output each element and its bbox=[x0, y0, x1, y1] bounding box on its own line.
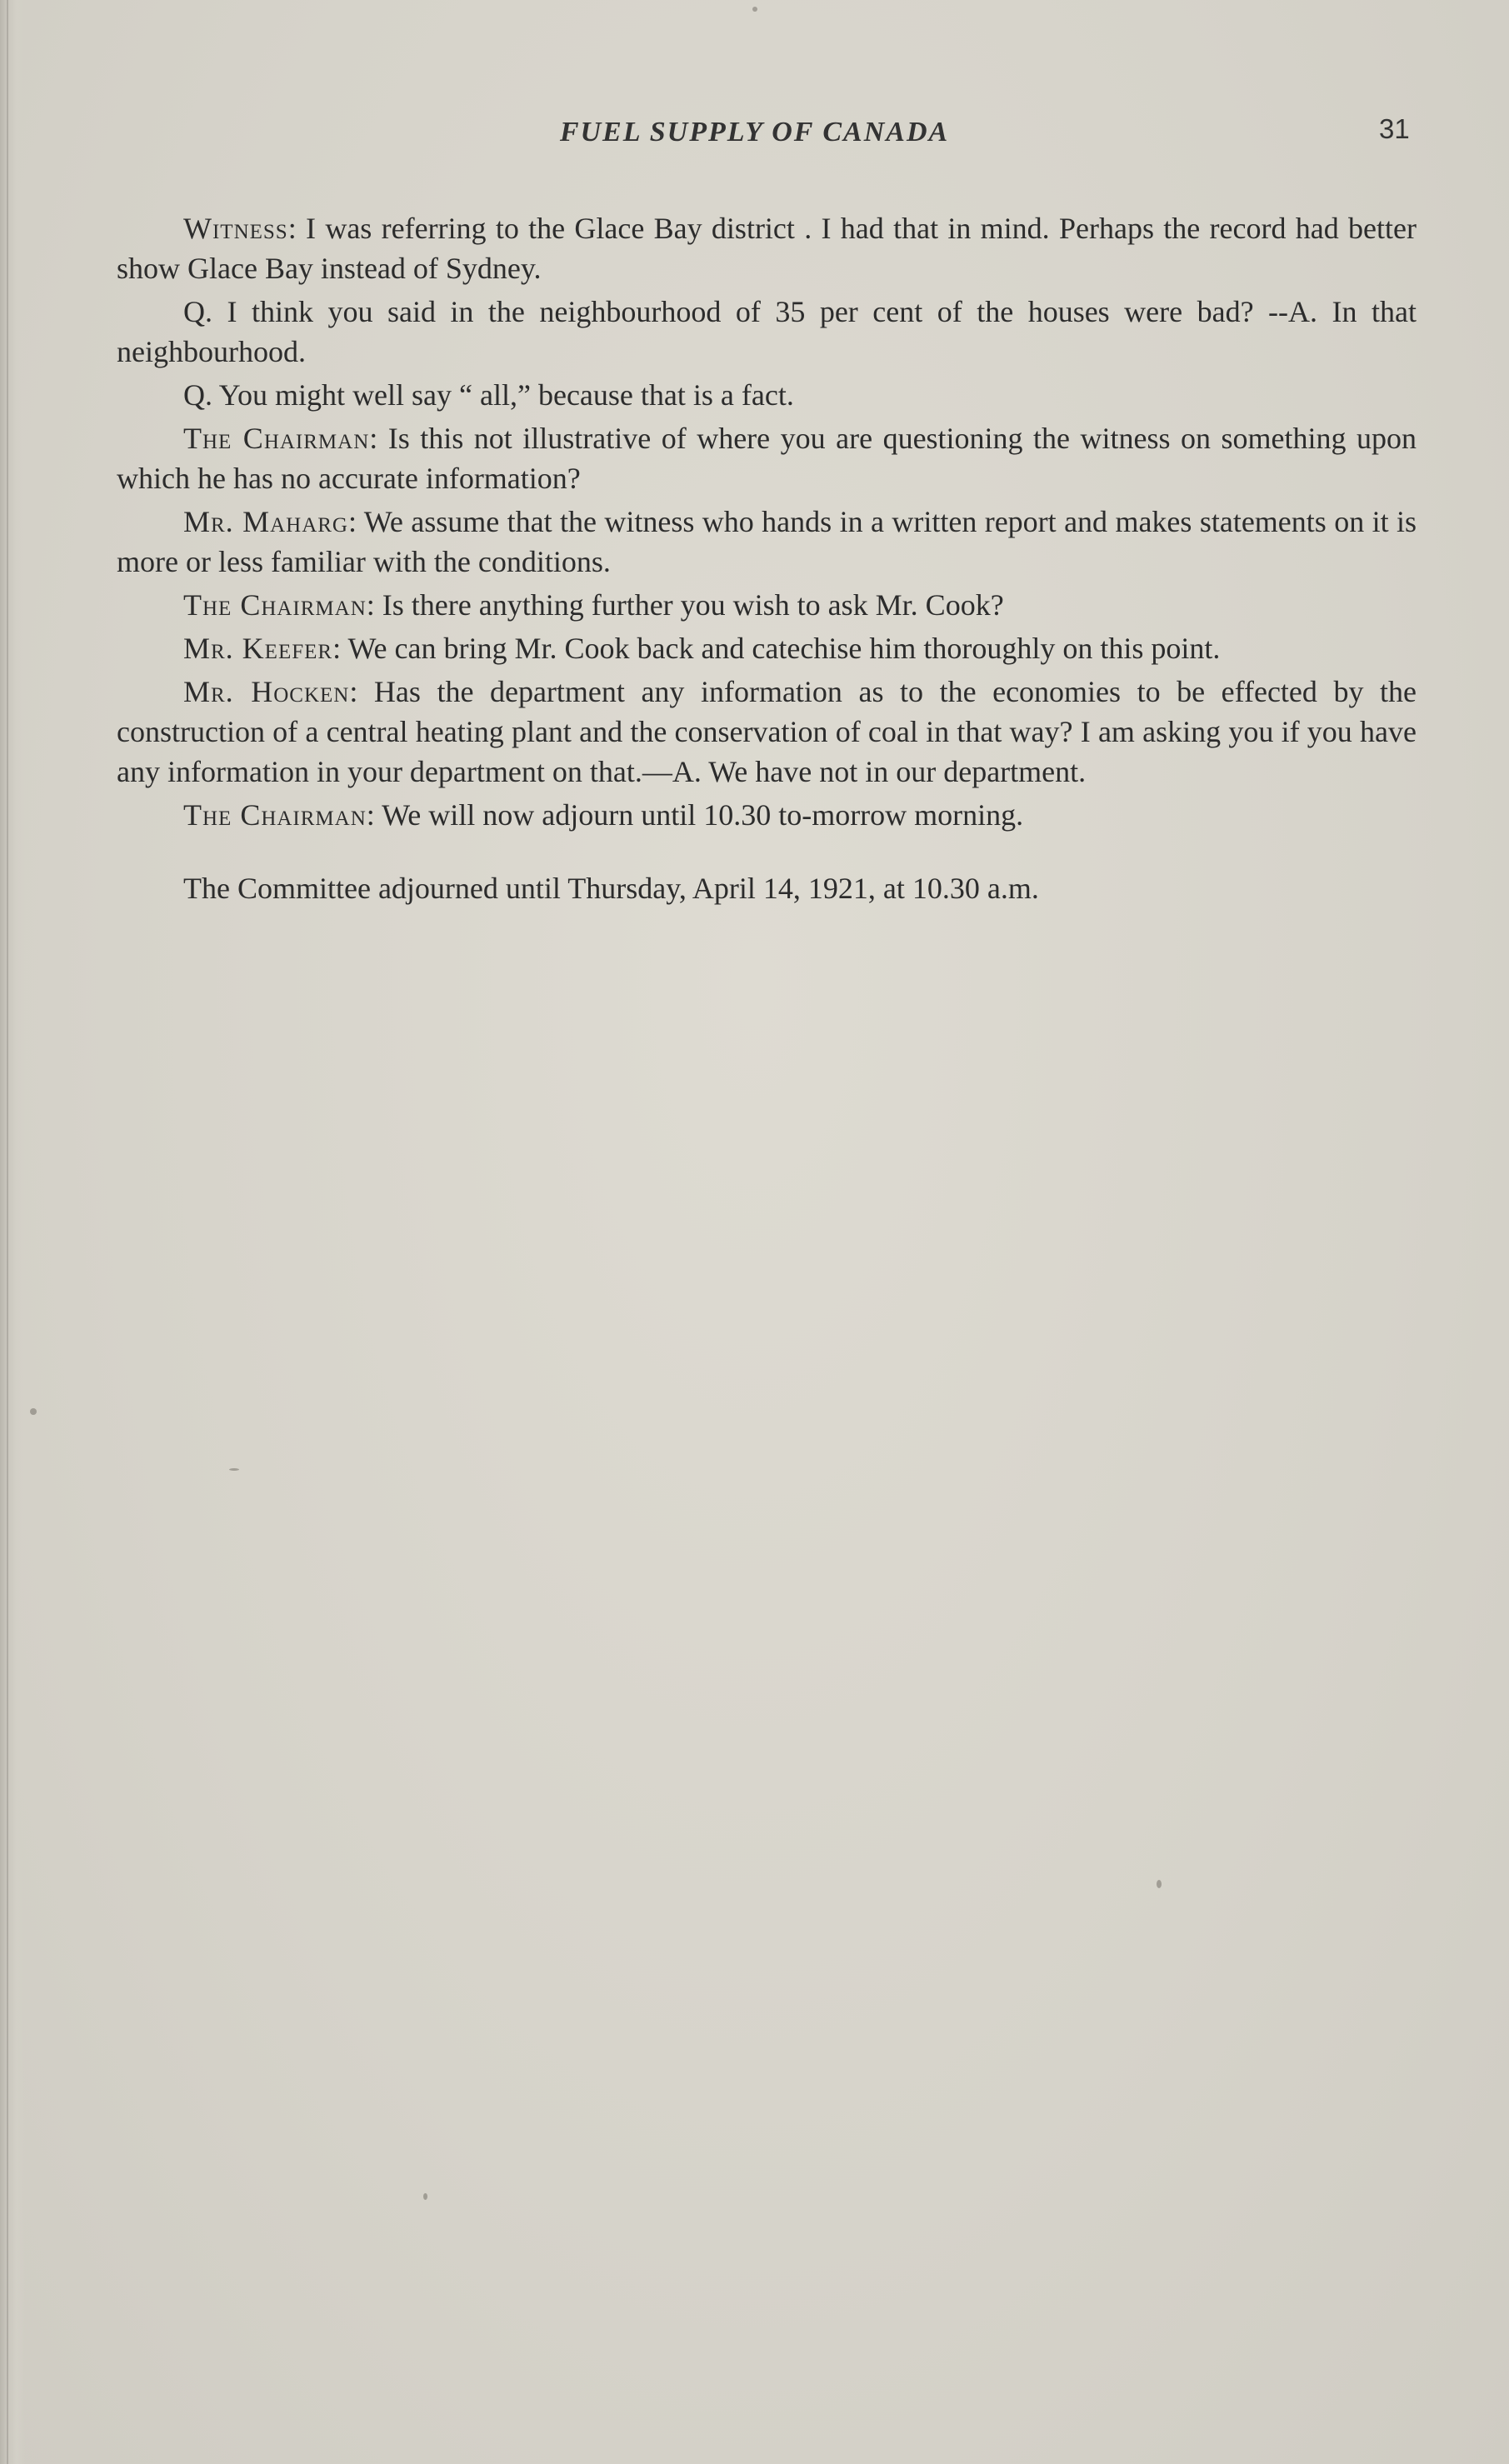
paragraph-text: We can bring Mr. Cook back and catechise him thoroughly on this point. bbox=[341, 632, 1221, 665]
paragraph-text: Has the department any information as to the economies to be effected by the construction of a central heating plant and the conservation of coal in that way? I am asking you if you have any information in your department on that.—A. We have not in our department. bbox=[117, 675, 1417, 788]
paragraph-question-2 bbox=[117, 375, 1417, 415]
paragraph-maharg bbox=[117, 502, 1417, 582]
speaker-colon: : bbox=[349, 675, 358, 708]
speaker-name: Witness bbox=[183, 212, 288, 245]
running-head: FUEL SUPPLY OF CANADA bbox=[559, 117, 950, 147]
speaker-colon: : bbox=[332, 632, 342, 665]
paragraph-text: I was referring to the Glace Bay district . I had that in mind. Perhaps the record had better show Glace Bay instead of Sydney. bbox=[117, 212, 1417, 285]
speaker-name: Mr. Keefer bbox=[183, 632, 333, 665]
page-header bbox=[0, 113, 1509, 157]
speaker-colon: : bbox=[366, 588, 375, 622]
paragraph-question-1 bbox=[117, 292, 1417, 372]
paragraph-text: We will now adjourn until 10.30 to-morrow morning. bbox=[374, 798, 1024, 832]
paper-speck bbox=[229, 1468, 239, 1471]
speaker-name: The Chairman bbox=[183, 588, 367, 622]
transcript-body bbox=[117, 208, 1417, 912]
paragraph-chairman-1 bbox=[117, 418, 1417, 498]
adjournment-note: The Committee adjourned until Thursday, April 14, 1921, at 10.30 a.m. bbox=[183, 872, 1039, 905]
page-binding-shadow bbox=[0, 0, 25, 2464]
paper-speck bbox=[423, 2193, 427, 2200]
paragraph-text: Q. I think you said in the neighbourhood of 35 per cent of the houses were bad? --A. In that neighbourhood. bbox=[117, 295, 1417, 368]
paragraph-chairman-3 bbox=[117, 795, 1417, 835]
speaker-colon: : bbox=[366, 798, 375, 832]
binding-edge-line bbox=[7, 0, 8, 2464]
paper-speck bbox=[30, 1408, 37, 1415]
paragraph-chairman-2 bbox=[117, 585, 1417, 625]
speaker-name: Mr. Maharg bbox=[183, 505, 348, 538]
paper-speck bbox=[752, 7, 757, 12]
speaker-name: The Chairman bbox=[183, 798, 367, 832]
paper-speck bbox=[1157, 1880, 1162, 1888]
paragraph-text: We assume that the witness who hands in a written report and makes statements on it is more or less familiar with the conditions. bbox=[117, 505, 1417, 578]
paragraph-text: Is there anything further you wish to ask Mr. Cook? bbox=[374, 588, 1004, 622]
paragraph-hocken bbox=[117, 672, 1417, 792]
speaker-name: The Chairman bbox=[183, 422, 370, 455]
speaker-name: Mr. Hocken bbox=[183, 675, 350, 708]
paragraph-witness-1 bbox=[117, 208, 1417, 288]
paragraph-keefer bbox=[117, 628, 1417, 668]
speaker-colon: : bbox=[369, 422, 378, 455]
page-number: 31 bbox=[1379, 113, 1410, 144]
speaker-colon: : bbox=[287, 212, 297, 245]
speaker-colon: : bbox=[348, 505, 357, 538]
paragraph-text: Q. You might well say “ all,” because that is a fact. bbox=[183, 378, 794, 412]
paragraph-text: Is this not illustrative of where you are questioning the witness on something upon which he has no accurate information? bbox=[117, 422, 1417, 495]
